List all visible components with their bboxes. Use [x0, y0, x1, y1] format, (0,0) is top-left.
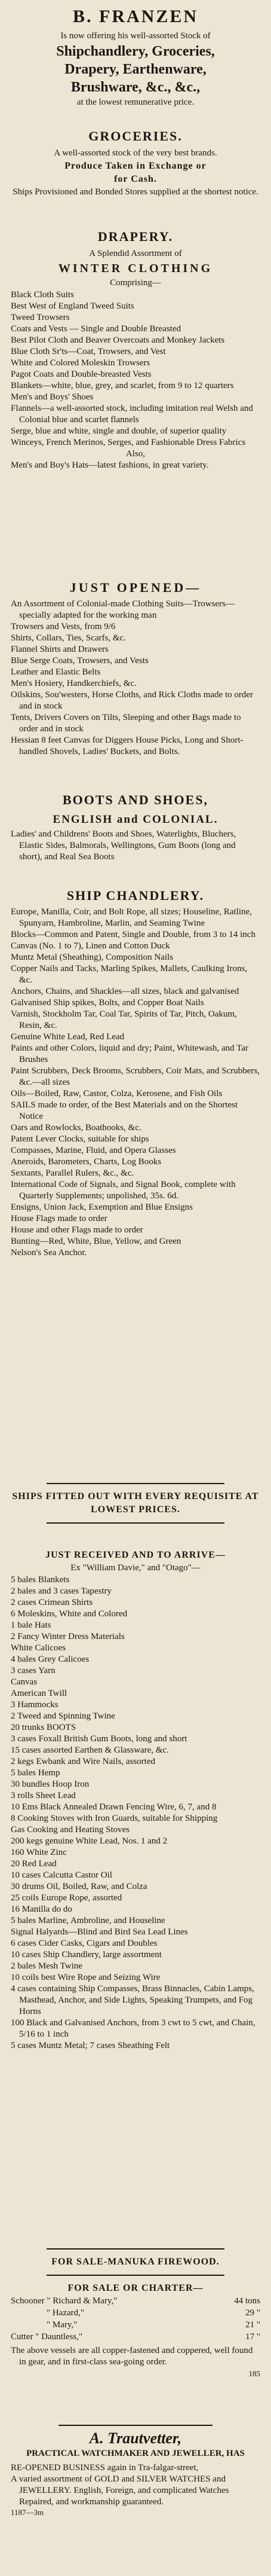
arrival-item: 200 kegs genuine White Lead, Nos. 1 and 2	[11, 1836, 168, 1846]
chandlery-item: Genuine White Lead, Red Lead	[11, 1032, 125, 1042]
divider-rule	[47, 2275, 224, 2276]
divider-rule	[47, 1483, 224, 1484]
drapery-section	[11, 226, 260, 471]
franzen-headline-3: Brushware, &c., &c.,	[70, 80, 201, 95]
drapery-item: Serge, blue and white, single and double, of superior quality	[11, 426, 227, 436]
arrival-item: White Calicoes	[11, 1643, 66, 1653]
arrival-item: 5 bales Marline, Ambroline, and Houseline	[11, 1916, 165, 1925]
chandlery-item: Ensigns, Union Jack, Exemption and Blue Ensigns	[11, 1202, 193, 1212]
arrival-item: 10 coils best Wire Rope and Seizing Wire	[11, 1973, 161, 1982]
drapery-item: White and Colored Moleskin Trowsers	[11, 358, 150, 368]
chandlery-item: Aneroids, Barometers, Charts, Log Books	[11, 1157, 162, 1167]
just-opened-item: Oilskins, Sou'westers, Horse Cloths, and Rick Cloths made to order and in stock	[11, 690, 254, 711]
arrival-item: 6 Moleskins, White and Colored	[11, 1609, 128, 1619]
groceries-line: A well-assorted stock of the very best brands.	[54, 148, 217, 158]
charter-vessel	[11, 2307, 260, 2319]
arrival-item: 2 bales and 3 cases Tapestry	[11, 1586, 112, 1596]
arrival-item: 5 bales Blankets	[11, 1575, 70, 1585]
just-opened-item: Tents, Drivers Covers on Tilts, Sleeping and other Bags made to order and in stock	[11, 713, 241, 734]
vessel-tonnage: 17 "	[245, 2332, 260, 2342]
arrival-item: 1 bale Hats	[11, 1620, 51, 1630]
chandlery-item: House Flags made to order	[11, 1214, 107, 1223]
franzen-title: B. FRANZEN	[72, 7, 198, 26]
franzen-headline-2: Drapery, Earthenware,	[64, 62, 207, 77]
arrival-item: 6 cases Cider Casks, Cigars and Doubles	[11, 1939, 158, 1948]
chandlery-item: Anchors, Chains, and Shackles—all sizes, black and galvanised	[11, 987, 239, 996]
divider-rule	[58, 2425, 213, 2426]
boots-subheading: ENGLISH and COLONIAL.	[53, 813, 218, 826]
chandlery-item: Varnish, Stockholm Tar, Coal Tar, Spirits of Tar, Pitch, Oakum, Resin, &c.	[11, 1009, 237, 1030]
arrivals-ships: Ex "William Davie," and "Otago"—	[70, 1563, 201, 1573]
chandlery-item: Bunting—Red, White, Blue, Yellow, and Green	[11, 1237, 181, 1246]
arrival-item: American Twill	[11, 1689, 67, 1698]
chandlery-item: Galvanised Ship spikes, Bolts, and Copper Boat Nails	[11, 998, 204, 1008]
groceries-line: for Cash.	[114, 174, 157, 184]
drapery-item: Tweed Trowsers	[11, 313, 70, 322]
charter-heading: FOR SALE OR CHARTER—	[67, 2283, 204, 2293]
advert-reference: 185	[248, 2369, 260, 2378]
chandlery-item: International Code of Signals, and Signal Book, complete with Quarterly Supplements; unpolished, 35s. 6d.	[11, 1180, 236, 1201]
chandlery-item: Compasses, Marine, Fluid, and Opera Glasses	[11, 1146, 176, 1155]
drapery-heading: DRAPERY.	[97, 229, 174, 244]
arrivals-section	[11, 1549, 260, 2052]
winter-clothing-heading: WINTER CLOTHING	[58, 262, 213, 275]
arrival-item: 3 Hammocks	[11, 1700, 58, 1710]
boots-section	[11, 789, 260, 863]
just-opened-item: Blue Serge Coats, Trowsers, and Vests	[11, 656, 149, 666]
chandlery-item: Canvas (No. 1 to 7), Linen and Cotton Duck	[11, 941, 170, 951]
trautvetter-name: A. Trautvetter,	[89, 2430, 182, 2447]
arrival-item: Signal Halyards—Blind and Bird Sea Lead Lines	[11, 1927, 188, 1937]
charter-vessel	[11, 2319, 260, 2331]
drapery-item: Coats and Vests — Single and Double Breasted	[11, 324, 181, 334]
just-opened-item: Shirts, Collars, Ties, Scarfs, &c.	[11, 633, 126, 643]
arrival-item: 16 Manilla do do	[11, 1904, 72, 1914]
trautvetter-advertisement	[11, 2425, 260, 2517]
chandlery-item: Copper Nails and Tacks, Marling Spikes, Mallets, Caulking Irons, &c.	[11, 964, 248, 985]
arrival-item: 4 cases containing Ship Compasses, Brass Binnacles, Cabin Lamps, Masthead, Anchor, and Side Lights, Speaking Trumpets, and Fog Horns	[11, 1984, 254, 2016]
arrival-item: 15 cases assorted Earthen & Glassware, &c.	[11, 1745, 169, 1755]
arrival-item: Gas Cooking and Heating Stoves	[11, 1825, 130, 1835]
trautvetter-description: A varied assortment of GOLD and SILVER WATCHES and JEWELLERY. English, Foreign, and complicated Watches Repaired, and workmanship guaranteed.	[11, 2474, 229, 2507]
drapery-comprising: Comprising—	[110, 278, 161, 288]
drapery-item: Men's and Boy's Hats—latest fashions, in great variety.	[11, 460, 209, 470]
chandlery-item: Blocks—Common and Patent, Single and Double, from 3 to 14 inch	[11, 930, 255, 939]
vessel-name: " Hazard,"	[47, 2308, 85, 2318]
arrival-item: Canvas	[11, 1677, 38, 1687]
vessel-name: " Mary,"	[47, 2320, 78, 2330]
chandlery-item: Nelson's Sea Anchor.	[11, 1248, 87, 1258]
vessel-tonnage: 44 tons	[234, 2296, 260, 2306]
arrival-item: 8 Cooking Stoves with Iron Guards, suitable for Shipping	[11, 1814, 218, 1823]
for-sale-section	[11, 2242, 260, 2380]
ship-chandlery-section	[11, 885, 260, 1259]
drapery-list	[11, 289, 260, 471]
arrival-item: 2 kegs Ewbank and Wire Nails, assorted	[11, 1757, 155, 1766]
trautvetter-trade: PRACTICAL WATCHMAKER AND JEWELLER, HAS	[26, 2449, 245, 2458]
arrival-item: 5 bales Hemp	[11, 1768, 60, 1778]
chandlery-item: Patent Lever Clocks, suitable for ships	[11, 1134, 149, 1144]
arrival-item: 5 cases Muntz Metal; 7 cases Sheathing Felt	[11, 2041, 170, 2050]
drapery-item: Blue Cloth Sr'ts—Coat, Trowsers, and Vest	[11, 347, 166, 356]
chandlery-item: SAILS made to order, of the Best Materials and on the Shortest Notice	[11, 1100, 238, 1121]
manuka-firewood-heading: FOR SALE-MANUKA FIREWOOD.	[51, 2257, 220, 2267]
franzen-tagline: at the lowest remunerative price.	[76, 97, 195, 107]
chandlery-item: Muntz Metal (Sheathing), Composition Nails	[11, 953, 174, 962]
just-opened-heading: JUST OPENED—	[69, 580, 202, 595]
ship-chandlery-heading: SHIP CHANDLERY.	[66, 888, 205, 903]
chandlery-item: Oils—Boiled, Raw, Castor, Colza, Kerosene, and Fish Oils	[11, 1089, 223, 1098]
arrival-item: 30 bundles Hoop Iron	[11, 1780, 90, 1789]
groceries-heading: GROCERIES.	[88, 129, 183, 144]
chandlery-item: Paint Scrubbers, Deck Brooms, Scrubbers, Coir Mats, and Scrubbers, &c.—all sizes	[11, 1066, 260, 1087]
advert-reference: 1187—3m	[11, 2508, 44, 2517]
chandlery-item: Oars and Rowlocks, Boathooks, &c.	[11, 1123, 141, 1133]
drapery-item: Black Cloth Suits	[11, 290, 74, 300]
vessel-name: Cutter " Dauntless,"	[11, 2332, 83, 2342]
drapery-item: Winceys, French Merinos, Serges, and Fashionable Dress Fabrics	[11, 438, 246, 447]
vessel-tonnage: 21 "	[245, 2320, 260, 2330]
charter-vessel	[11, 2295, 260, 2307]
drapery-subheading: A Splendid Assortment of	[89, 249, 182, 258]
arrival-item: 20 trunks BOOTS	[11, 1723, 76, 1732]
arrival-item: 4 bales Grey Calicoes	[11, 1655, 90, 1664]
chandlery-item: Paints and other Colors, liquid and dry; Paint, Whitewash, and Tar Brushes	[11, 1043, 248, 1064]
groceries-line: Produce Taken in Exchange or	[64, 161, 207, 171]
arrival-item: 3 cases Yarn	[11, 1666, 56, 1675]
arrival-item: 160 White Zinc	[11, 1848, 67, 1857]
arrival-item: 2 cases Crimean Shirts	[11, 1598, 93, 1607]
vessel-name: Schooner " Richard & Mary,"	[11, 2296, 118, 2306]
arrival-item: 25 coils Europe Rope, assorted	[11, 1893, 122, 1903]
just-opened-item: Men's Hosiery, Handkerchiefs, &c.	[11, 679, 137, 688]
drapery-item: Pagot Coats and Double-breasted Vests	[11, 370, 152, 379]
boots-item: Ladies' and Childrens' Boots and Shoes, Waterlights, Bluchers, Elastic Sides, Balmorals, Wellingtons, Gum Boots (long and short), and Real Sea Boots	[11, 829, 236, 862]
divider-rule	[47, 1522, 224, 1524]
trautvetter-reopened: RE-OPENED BUSINESS again in Tra-falgar-street,	[11, 2463, 199, 2473]
arrival-item: 20 Red Lead	[11, 1859, 57, 1869]
arrival-item: 10 cases Calcutta Castor Oil	[11, 1870, 112, 1880]
boots-heading: BOOTS AND SHOES,	[62, 792, 209, 807]
drapery-item: Flannels—a well-assorted stock, including imitation real Welsh and Colonial blue and scarlet flannels	[11, 404, 253, 425]
just-opened-item: Leather and Elastic Belts	[11, 667, 101, 677]
just-opened-item: An Assortment of Colonial-made Clothing Suits—Trowsers—specially adapted for the working man	[11, 599, 235, 620]
drapery-item: Also,	[125, 449, 146, 459]
franzen-headline-1: Shipchandlery, Groceries,	[56, 44, 215, 59]
arrival-item: 3 rolls Sheet Lead	[11, 1791, 76, 1800]
charter-vessel	[11, 2331, 260, 2343]
drapery-item: Blankets—white, blue, grey, and scarlet, from 9 to 12 quarters	[11, 381, 234, 390]
ships-fitted-text: SHIPS FITTED OUT WITH EVERY REQUISITE AT LOWEST PRICES.	[12, 1491, 259, 1515]
franzen-advertisement	[11, 4, 260, 109]
arrival-item: 2 Tweed and Spinning Twine	[11, 1711, 115, 1721]
charter-description: The above vessels are all copper-fastened and coppered, well found in gear, and in first-class sea-going order.	[11, 2346, 253, 2367]
chandlery-item: House and other Flags made to order	[11, 1225, 143, 1235]
just-opened-section	[11, 577, 260, 758]
franzen-intro: Is now offering his well-assorted Stock of	[60, 31, 211, 41]
arrival-item: 3 cases Foxall British Gum Boots, long and short	[11, 1734, 187, 1744]
drapery-item: Best Pilot Cloth and Beaver Overcoats and Monkey Jackets	[11, 335, 225, 345]
just-opened-item: Flannel Shirts and Drawers	[11, 645, 109, 654]
ships-fitted-notice	[11, 1477, 260, 1530]
groceries-line: Ships Provisioned and Bonded Stores supplied at the shortest notice.	[13, 187, 258, 197]
arrival-item: 10 Ems Black Annealed Drawn Fencing Wire, 6, 7, and 8	[11, 1802, 217, 1812]
chandlery-item: Sextants, Parallel Rulers, &c., &c.	[11, 1168, 134, 1178]
arrival-item: 100 Black and Galvanised Anchors, from 3 cwt to 5 cwt, and Chain, 5/16 to 1 inch	[11, 2018, 255, 2039]
arrival-item: 10 cases Ship Chandlery, large assortment	[11, 1950, 162, 1960]
groceries-section	[11, 126, 260, 199]
divider-rule	[47, 2248, 224, 2250]
just-opened-item: Trowsers and Vests, from 9/6	[11, 622, 116, 631]
chandlery-item: Europe, Manilla, Coir, and Bolt Rope, all sizes; Houseline, Ratline, Spunyarn, Hambroline, Marlin, and Seaming Twine	[11, 907, 252, 928]
just-opened-item: Hessian 8 feet Canvas for Diggers House Picks, Long and Short-handled Shovels, Ladies' Buckets, and Bolts.	[11, 735, 244, 756]
drapery-item: Men's and Boys' Shoes	[11, 392, 94, 402]
arrival-item: 2 Fancy Winter Dress Materials	[11, 1632, 125, 1641]
arrival-item: 2 bales Mesh Twine	[11, 1961, 82, 1971]
drapery-item: Best West of England Tweed Suits	[11, 301, 134, 311]
arrivals-heading: JUST RECEIVED AND TO ARRIVE—	[45, 1550, 226, 1560]
arrival-item: 30 drums Oil, Boiled, Raw, and Colza	[11, 1882, 147, 1891]
vessel-tonnage: 29 "	[245, 2308, 260, 2318]
